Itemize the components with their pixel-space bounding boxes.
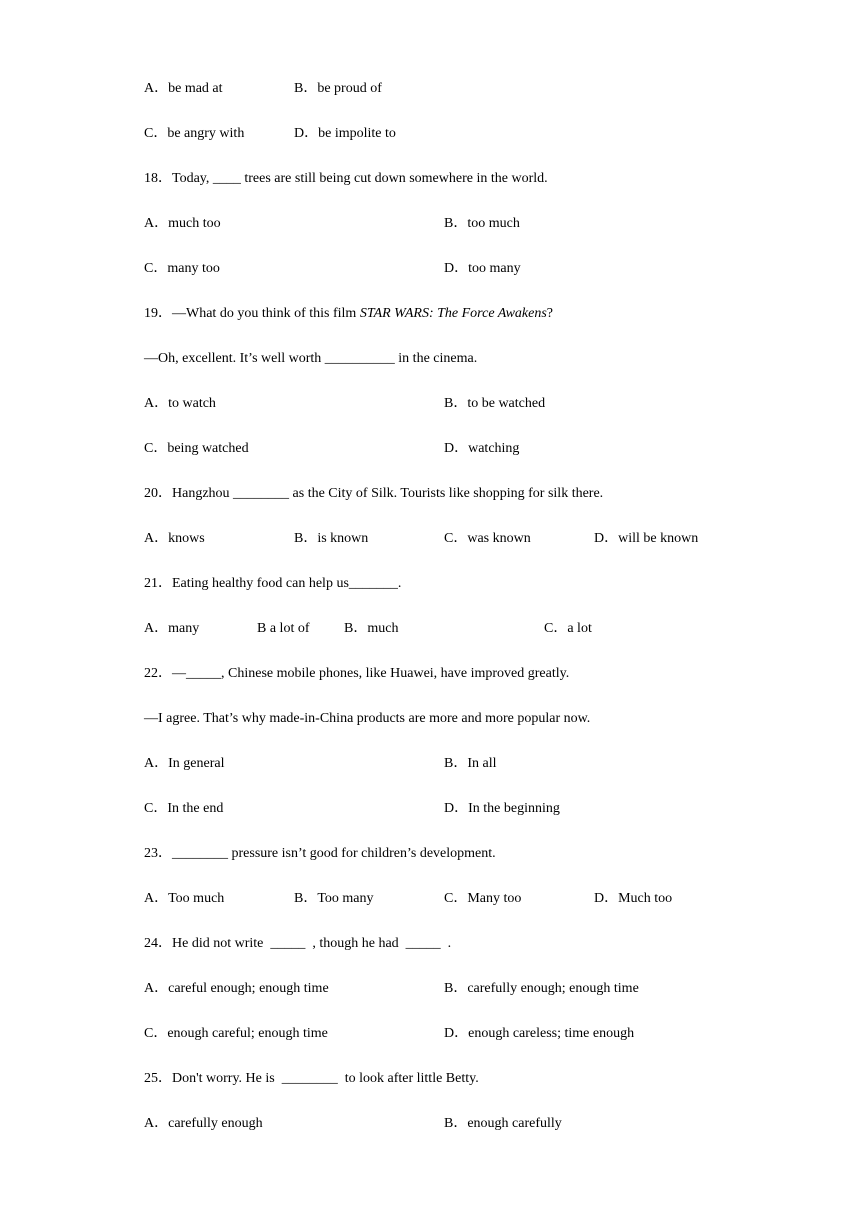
q22-stem-suffix: , Chinese mobile phones, like Huawei, have improved greatly. — [221, 666, 570, 681]
q22-blank: _____ — [186, 666, 221, 681]
q20-option-d: D．will be known — [594, 531, 699, 546]
q19-option-d: D．watching — [444, 441, 520, 456]
q23-option-a: A．Too much — [144, 891, 225, 906]
q22-stem-prefix: 22．— — [144, 666, 186, 681]
q17-option-d: D．be impolite to — [294, 126, 396, 141]
q19-stem-prefix: 19．—What do you think of this film — [144, 306, 360, 321]
q17-option-a: A．be mad at — [144, 81, 223, 96]
q20-option-b: B．is known — [294, 531, 369, 546]
q25-stem: 25．Don't worry. He is ________ to look after little Betty. — [144, 1071, 479, 1086]
q21-option-c: C．a lot — [544, 621, 592, 636]
q19-reply: —Oh, excellent. It’s well worth __________ in the cinema. — [144, 351, 478, 366]
q21-stem: 21．Eating healthy food can help us_______. — [144, 576, 402, 591]
q20-option-a: A．knows — [144, 531, 205, 546]
q25-option-a: A．carefully enough — [144, 1116, 263, 1131]
q22-reply: —I agree. That’s why made-in-China products are more and more popular now. — [144, 711, 591, 726]
q21-option-b-alt: B a lot of — [257, 621, 310, 636]
q17-option-c: C．be angry with — [144, 126, 245, 141]
q22-option-b: B．In all — [444, 756, 497, 771]
q25-option-b: B．enough carefully — [444, 1116, 562, 1131]
q18-option-a: A．much too — [144, 216, 221, 231]
q19-option-c: C．being watched — [144, 441, 249, 456]
q19-film-title: STAR WARS: The Force Awakens — [359, 306, 547, 321]
q21-option-b: B．much — [344, 621, 399, 636]
q20-option-c: C．was known — [444, 531, 531, 546]
q22-stem — [144, 665, 569, 683]
q23-stem: 23．________ pressure isn’t good for children’s development. — [144, 846, 496, 861]
q18-option-c: C．many too — [144, 261, 220, 276]
q20-stem: 20．Hangzhou ________ as the City of Silk. Tourists like shopping for silk there. — [144, 486, 604, 501]
q23-option-c: C．Many too — [444, 891, 522, 906]
q18-option-b: B．too much — [444, 216, 520, 231]
q19-option-a: A．to watch — [144, 396, 216, 411]
q22-option-c: C．In the end — [144, 801, 224, 816]
q19-stem-suffix: ? — [546, 306, 553, 321]
q23-option-d: D．Much too — [594, 891, 673, 906]
q19-stem — [144, 305, 553, 323]
q24-option-c: C．enough careful; enough time — [144, 1026, 328, 1041]
q23-option-b: B．Too many — [294, 891, 374, 906]
q24-option-d: D．enough careless; time enough — [444, 1026, 635, 1041]
q18-option-d: D．too many — [444, 261, 521, 276]
q19-option-b: B．to be watched — [444, 396, 546, 411]
q17-option-b: B．be proud of — [294, 81, 382, 96]
q18-stem: 18．Today, ____ trees are still being cut down somewhere in the world. — [144, 171, 548, 186]
q24-stem: 24．He did not write _____ , though he had _____ . — [144, 936, 452, 951]
q22-option-d: D．In the beginning — [444, 801, 560, 816]
q21-option-a: A．many — [144, 621, 200, 636]
q24-option-b: B．carefully enough; enough time — [444, 981, 639, 996]
q24-option-a: A．careful enough; enough time — [144, 981, 329, 996]
q22-option-a: A．In general — [144, 756, 225, 771]
